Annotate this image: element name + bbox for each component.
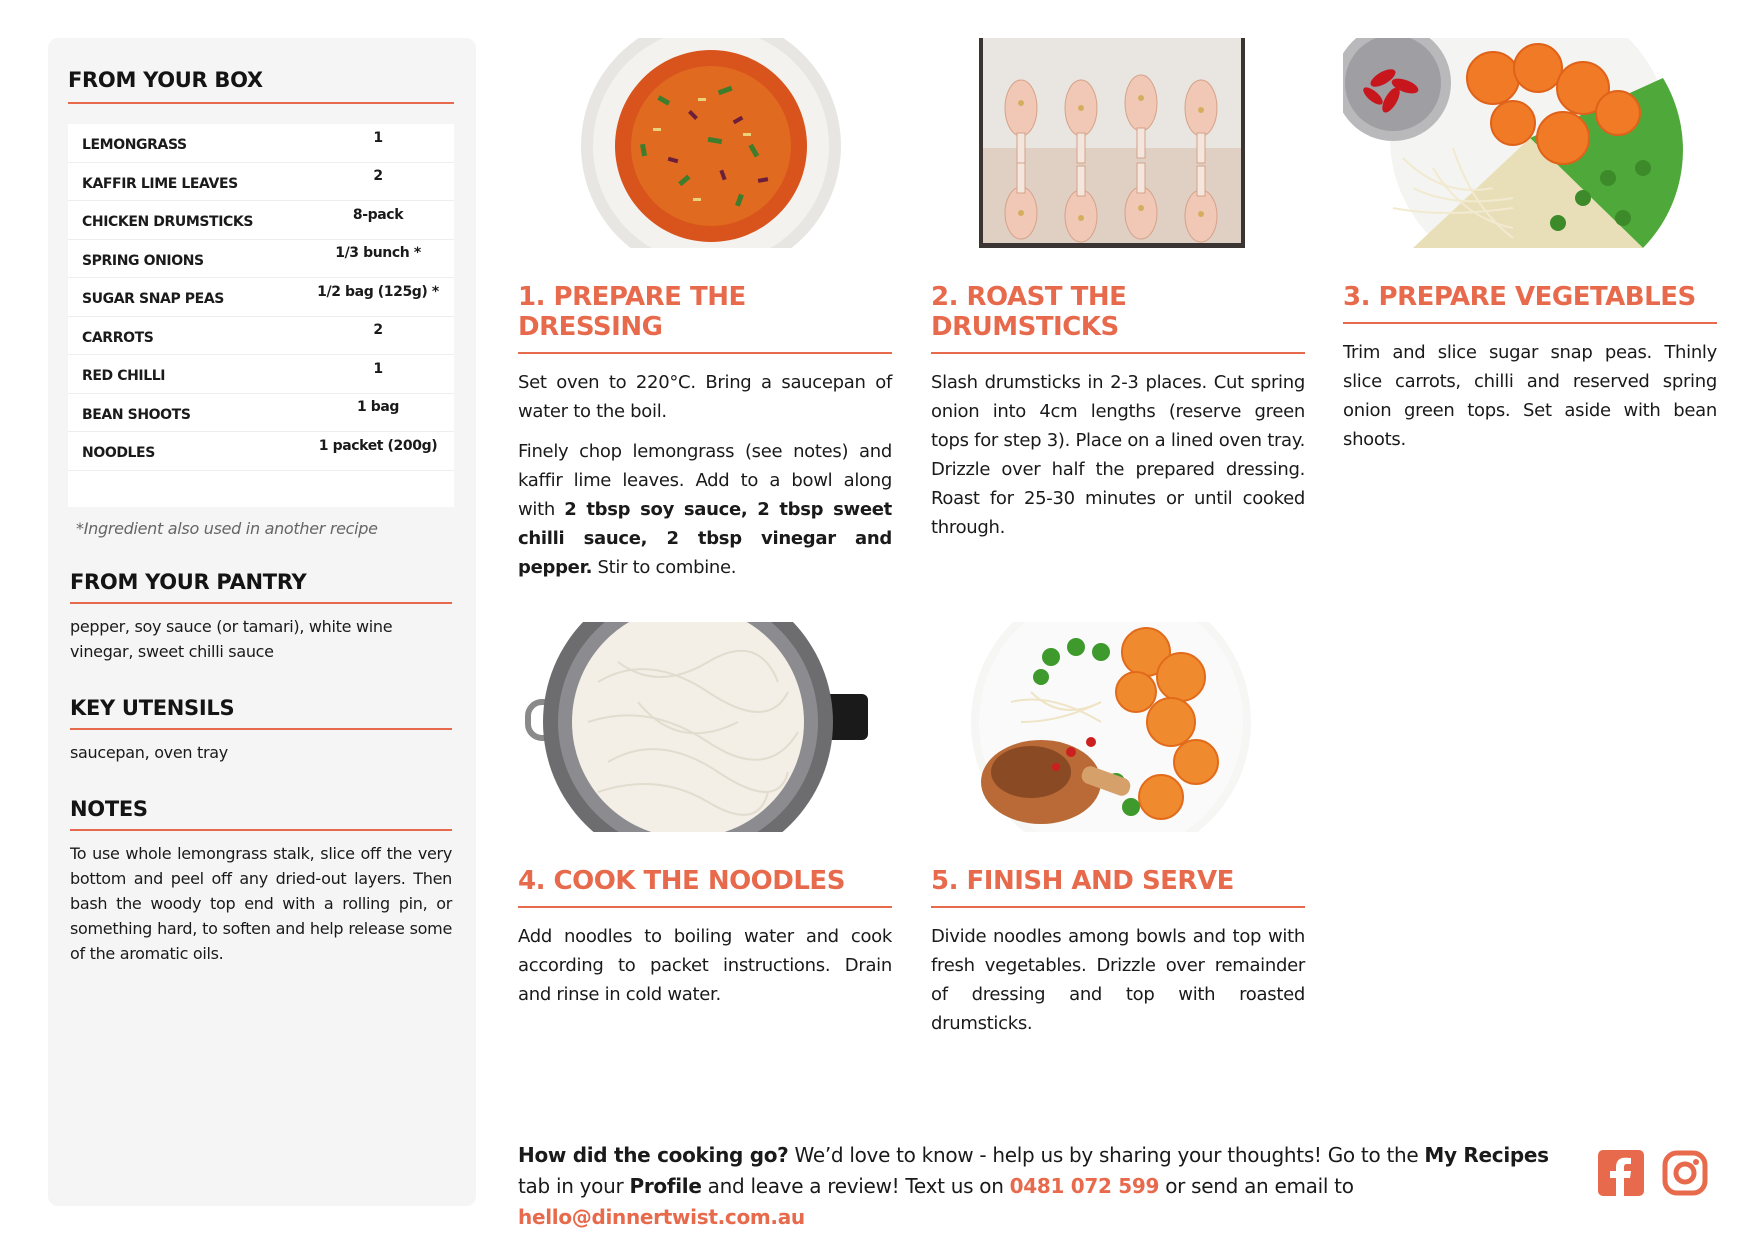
pantry-title: FROM YOUR PANTRY xyxy=(70,570,452,604)
review-text-1: We’d love to know - help us by sharing your thoughts! Go to the xyxy=(788,1143,1425,1167)
instagram-icon[interactable] xyxy=(1662,1150,1708,1196)
step-1 xyxy=(518,38,892,582)
step-4-title: 4. COOK THE NOODLES xyxy=(518,866,892,908)
ingredient-name: KAFFIR LIME LEAVES xyxy=(82,175,238,192)
table-row xyxy=(68,201,454,240)
step-4 xyxy=(518,622,892,1009)
review-text-3: and leave a review! Text us on xyxy=(701,1174,1010,1198)
table-row xyxy=(68,355,454,394)
facebook-icon[interactable] xyxy=(1598,1150,1644,1196)
ingredient-qty: 2 xyxy=(373,168,383,185)
ingredient-qty: 1 xyxy=(373,360,383,377)
step-1-p2-end: Stir to combine. xyxy=(592,557,737,578)
profile-label: Profile xyxy=(629,1174,702,1198)
pantry-text: pepper, soy sauce (or tamari), white wine vinegar, sweet chilli sauce xyxy=(70,616,393,661)
box-title: FROM YOUR BOX xyxy=(68,68,454,104)
table-spacer xyxy=(68,471,454,507)
noodles-colander-photo xyxy=(518,622,892,832)
vegetables-plate-photo xyxy=(1343,38,1717,248)
review-prompt xyxy=(518,1140,1578,1233)
step-2-paragraph-1: Slash drumsticks in 2-3 places. Cut spring onion into 4cm lengths (reserve green tops for step 3). Place on a lined oven tray. Drizzle over half the prepared dressing. Roast for 25-30 minutes or until cooked through. xyxy=(931,372,1305,538)
my-recipes-label: My Recipes xyxy=(1424,1143,1549,1167)
phone-link[interactable]: 0481 072 599 xyxy=(1009,1174,1160,1198)
step-4-paragraph-1: Add noodles to boiling water and cook according to packet instructions. Drain and rinse in cold water. xyxy=(518,926,892,1005)
box-ingredients-table xyxy=(68,124,454,507)
ingredient-name: NOODLES xyxy=(82,445,155,462)
ingredient-qty: 1/2 bag (125g) * xyxy=(317,283,439,300)
step-2 xyxy=(931,38,1305,542)
drumsticks-tray-photo xyxy=(931,38,1305,248)
table-row xyxy=(68,278,454,317)
step-5-paragraph-1: Divide noodles among bowls and top with fresh vegetables. Drizzle over remainder of dressing and top with roasted drumsticks. xyxy=(931,926,1305,1034)
ingredients-sidebar xyxy=(48,38,476,1206)
step-2-title: 2. ROAST THE DRUMSTICKS xyxy=(931,282,1305,354)
step-3-title: 3. PREPARE VEGETABLES xyxy=(1343,282,1717,324)
notes-section xyxy=(68,797,454,966)
review-text-4: or send an email to xyxy=(1159,1174,1354,1198)
pantry-section xyxy=(68,570,454,664)
step-1-text xyxy=(518,368,892,582)
step-4-text xyxy=(518,922,892,1009)
ingredient-name: LEMONGRASS xyxy=(82,137,187,154)
ingredient-name: RED CHILLI xyxy=(82,368,166,385)
ingredient-qty: 1 bag xyxy=(356,399,400,416)
review-text-2: tab in your xyxy=(518,1174,630,1198)
step-3-text xyxy=(1343,338,1717,454)
ingredient-name: CHICKEN DRUMSTICKS xyxy=(82,214,254,231)
ingredient-qty: 8-pack xyxy=(352,206,404,223)
step-1-p2-start: Finely chop lemongrass (see notes) and kaffir lime leaves. Add to a bowl along with xyxy=(518,441,892,520)
step-1-paragraph-1: Set oven to 220°C. Bring a saucepan of water to the boil. xyxy=(518,372,892,422)
ingredient-name: SPRING ONIONS xyxy=(82,252,204,269)
ingredient-qty: 1/3 bunch * xyxy=(335,245,421,262)
table-row xyxy=(68,394,454,433)
utensils-title: KEY UTENSILS xyxy=(70,696,452,730)
dressing-bowl-photo xyxy=(518,38,892,248)
notes-title: NOTES xyxy=(70,797,452,831)
step-5-title: 5. FINISH AND SERVE xyxy=(931,866,1305,908)
ingredient-qty: 1 xyxy=(373,129,383,146)
table-row xyxy=(68,240,454,279)
step-3 xyxy=(1343,38,1717,454)
step-5 xyxy=(931,622,1305,1038)
step-2-text xyxy=(931,368,1305,542)
email-link[interactable]: hello@dinnertwist.com.au xyxy=(518,1205,805,1229)
finished-dish-photo xyxy=(931,622,1305,832)
ingredient-qty: 2 xyxy=(373,322,383,339)
ingredient-name: SUGAR SNAP PEAS xyxy=(82,291,224,308)
step-1-title: 1. PREPARE THE DRESSING xyxy=(518,282,892,354)
notes-text: To use whole lemongrass stalk, slice off the very bottom and peel off any dried-out layers. Then bash the woody top end with a rolling pin, or something hard, to soften and help release some of the aromatic oils. xyxy=(70,843,452,963)
review-question: How did the cooking go? xyxy=(518,1143,789,1167)
table-row xyxy=(68,124,454,163)
table-row xyxy=(68,317,454,356)
utensils-section xyxy=(68,696,454,765)
ingredient-qty: 1 packet (200g) xyxy=(318,437,438,454)
ingredient-name: CARROTS xyxy=(82,329,154,346)
ingredient-name: BEAN SHOOTS xyxy=(82,406,191,423)
step-1-p2-bold: 2 tbsp soy sauce, 2 tbsp sweet chilli sauce, 2 tbsp vinegar and pepper. xyxy=(518,499,892,578)
box-footnote: *Ingredient also used in another recipe xyxy=(76,518,378,538)
utensils-text: saucepan, oven tray xyxy=(70,742,228,762)
step-5-text xyxy=(931,922,1305,1038)
step-1-paragraph-2 xyxy=(518,437,892,582)
table-row xyxy=(68,163,454,202)
step-3-paragraph-1: Trim and slice sugar snap peas. Thinly slice carrots, chilli and reserved spring onion green tops. Set aside with bean shoots. xyxy=(1343,342,1717,450)
table-row xyxy=(68,432,454,471)
